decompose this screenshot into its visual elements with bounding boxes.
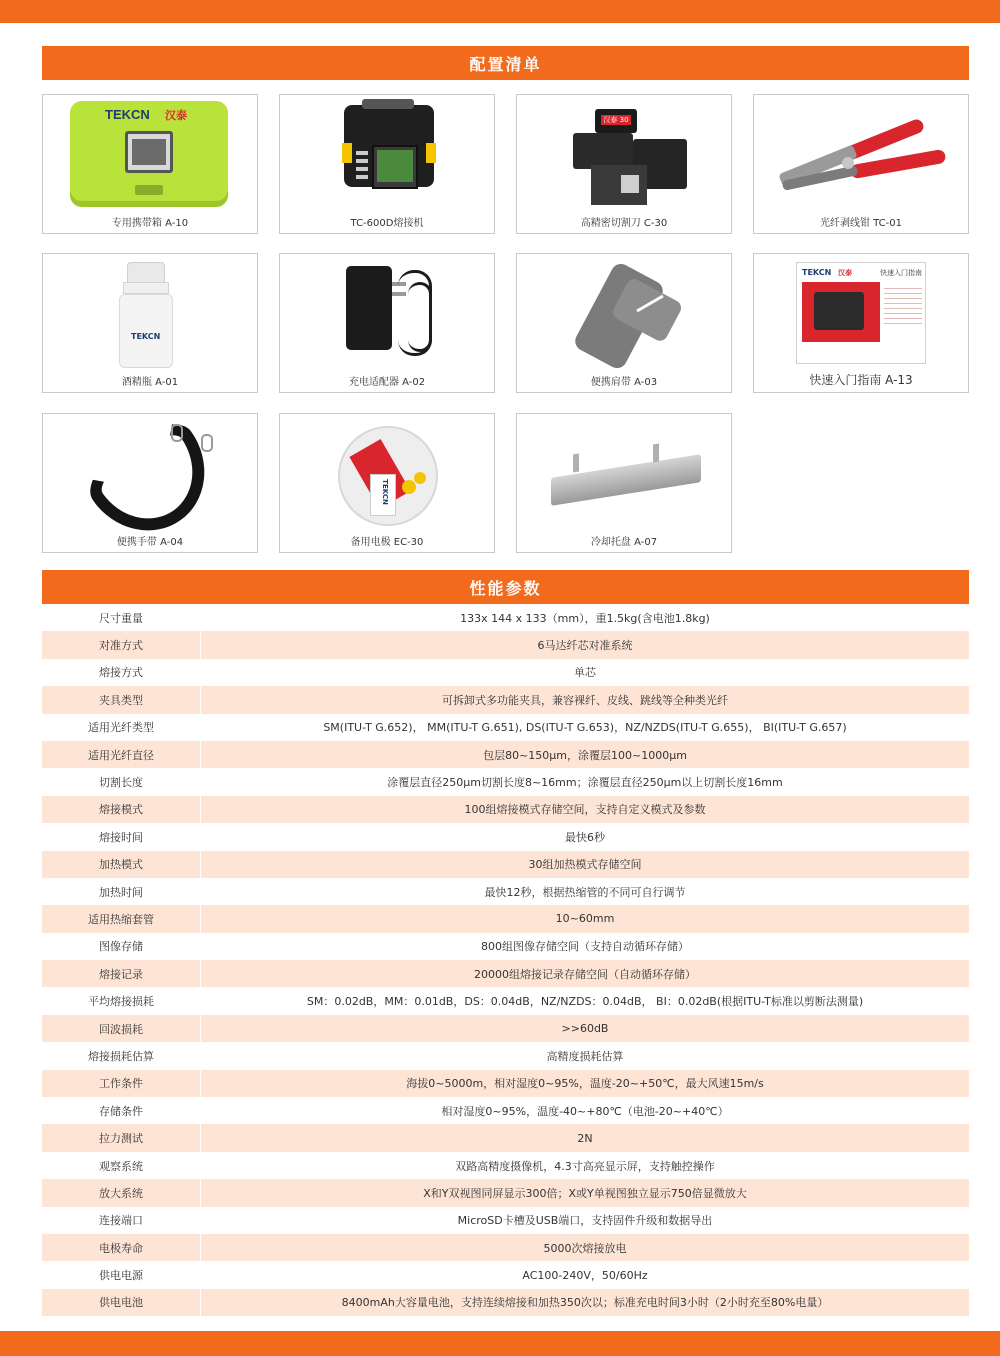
spec-value: 最快12秒，根据热缩管的不同可自行调节: [200, 878, 969, 905]
spec-row: [42, 714, 969, 741]
spec-key: 连接端口: [99, 1214, 143, 1228]
alcohol-bottle-label: 酒精瓶 A-01: [121, 377, 179, 388]
spec-value: MicroSD卡槽及USB端口，支持固件升级和数据导出: [200, 1207, 969, 1234]
spec-key: 对准方式: [99, 639, 143, 653]
fusion-splicer-image: [280, 95, 494, 213]
spec-row: [42, 631, 969, 658]
spec-value: 6马达纤芯对准系统: [200, 631, 969, 658]
spec-row: [42, 1097, 969, 1124]
spec-row: [42, 1207, 969, 1234]
spec-row: [42, 1261, 969, 1288]
spec-key: 供电电池: [99, 1296, 143, 1310]
spec-key: 存储条件: [99, 1104, 143, 1118]
spec-key: 尺寸重量: [99, 611, 143, 625]
spec-row: [42, 1070, 969, 1097]
spec-row: [42, 1234, 969, 1261]
shoulder-strap-image: [517, 254, 731, 372]
spec-row: [42, 1124, 969, 1151]
spec-value: 最快6秒: [200, 823, 969, 850]
spec-key: 拉力测试: [99, 1132, 143, 1146]
item-carry-case[interactable]: [42, 94, 258, 234]
spec-value: 10~60mm: [200, 905, 969, 932]
quick-guide-brand-cn: 汉泰: [838, 269, 852, 277]
fiber-stripper-image: [754, 95, 968, 213]
spec-key: 熔接模式: [99, 803, 143, 817]
item-fusion-splicer[interactable]: [279, 94, 495, 234]
config-items-grid: [42, 94, 970, 554]
charger-image: [280, 254, 494, 372]
spec-value: 133x 144 x 133（mm），重1.5kg(含电池1.8kg): [200, 604, 969, 631]
spec-row: [42, 604, 969, 631]
item-cleaver[interactable]: [516, 94, 732, 234]
spec-key: 熔接损耗估算: [88, 1049, 154, 1063]
charger-label: 充电适配器 A-02: [348, 377, 426, 388]
spec-value: 高精度损耗估算: [200, 1042, 969, 1069]
carry-case-image: [43, 95, 257, 213]
spec-row: [42, 1289, 969, 1316]
item-cooling-tray[interactable]: [516, 413, 732, 553]
item-hand-strap[interactable]: [42, 413, 258, 553]
shoulder-strap-label: 便携肩带 A-03: [590, 377, 658, 388]
performance-spec-table: [42, 604, 969, 1316]
spec-key: 平均熔接损耗: [88, 995, 154, 1009]
fiber-stripper-label: 光纤剥线钳 TC-01: [819, 218, 903, 229]
spec-key: 加热模式: [99, 858, 143, 872]
carry-case-brand-cn: 汉泰: [165, 109, 187, 122]
top-accent-bar: [0, 0, 1000, 23]
item-charger[interactable]: [279, 253, 495, 393]
alcohol-bottle-image: [43, 254, 257, 372]
spec-row: [42, 851, 969, 878]
spec-key: 熔接记录: [99, 967, 143, 981]
spec-value: X和Y双视图同屏显示300倍；X或Y单视图独立显示750倍显微放大: [200, 1179, 969, 1206]
spare-electrodes-label: 备用电极 EC-30: [350, 537, 424, 548]
carry-case-brand: TEKCN: [105, 107, 150, 122]
spec-value: 包层80~150μm，涂覆层100~1000μm: [200, 741, 969, 768]
quick-guide-image: [754, 254, 968, 372]
bottom-accent-bar: [0, 1331, 1000, 1356]
quick-guide-label: 快速入门指南 A-13: [809, 373, 913, 387]
spec-row: [42, 987, 969, 1014]
spec-value: AC100-240V，50/60Hz: [200, 1261, 969, 1288]
item-quick-guide[interactable]: [753, 253, 969, 393]
spec-value: 海拔0~5000m，相对湿度0~95%，温度-20~+50℃，最大风速15m/s: [200, 1070, 969, 1097]
config-list-header: 配置清单: [42, 46, 969, 80]
hand-strap-image: [43, 414, 257, 532]
spec-value: SM：0.02dB，MM：0.01dB，DS：0.04dB，NZ/NZDS：0.04dB， BI：0.02dB(根据ITU-T标准以剪断法测量): [200, 987, 969, 1014]
spec-key: 观察系统: [99, 1159, 143, 1173]
quick-guide-cover-title: 快速入门指南: [880, 269, 922, 277]
spec-value: 100组熔接模式存储空间，支持自定义模式及参数: [200, 796, 969, 823]
spec-key: 电极寿命: [99, 1241, 143, 1255]
spec-key: 加热时间: [99, 885, 143, 899]
spec-value: 5000次熔接放电: [200, 1234, 969, 1261]
spec-value: 单芯: [200, 659, 969, 686]
spec-value: 涂覆层直径250μm切割长度8~16mm；涂覆层直径250μm以上切割长度16mm: [200, 768, 969, 795]
spec-row: [42, 960, 969, 987]
carry-case-label: 专用携带箱 A-10: [111, 218, 189, 229]
spec-value: 相对湿度0~95%，温度-40~+80℃（电池-20~+40℃）: [200, 1097, 969, 1124]
spec-row: [42, 878, 969, 905]
spec-value: 20000组熔接记录存储空间（自动循环存储）: [200, 960, 969, 987]
cooling-tray-label: 冷却托盘 A-07: [590, 537, 658, 548]
spec-value: 2N: [200, 1124, 969, 1151]
spare-electrodes-brand: TEKCN: [380, 479, 389, 505]
spec-key: 供电电源: [99, 1269, 143, 1283]
spec-value: >>60dB: [200, 1015, 969, 1042]
item-fiber-stripper[interactable]: [753, 94, 969, 234]
spec-row: [42, 1152, 969, 1179]
spec-row: [42, 933, 969, 960]
spec-key: 工作条件: [99, 1077, 143, 1091]
quick-guide-brand: TEKCN: [802, 268, 832, 277]
spec-key: 适用光纤直径: [88, 748, 154, 762]
fusion-splicer-label: TC-600D熔接机: [350, 218, 424, 229]
item-shoulder-strap[interactable]: [516, 253, 732, 393]
spec-row: [42, 905, 969, 932]
spec-value: 可拆卸式多功能夹具，兼容裸纤、皮线、跳线等全种类光纤: [200, 686, 969, 713]
spec-key: 图像存储: [99, 940, 143, 954]
cleaver-label: 高精密切割刀 C-30: [580, 218, 668, 229]
spec-key: 切割长度: [99, 776, 143, 790]
item-alcohol-bottle[interactable]: [42, 253, 258, 393]
spec-key: 适用热缩套管: [88, 912, 154, 926]
spec-row: [42, 1042, 969, 1069]
spec-row: [42, 823, 969, 850]
spec-value: SM(ITU-T G.652)， MM(ITU-T G.651), DS(ITU-T G.653)，NZ/NZDS(ITU-T G.655)， BI(ITU-T G.657): [200, 714, 969, 741]
spec-key: 适用光纤类型: [88, 721, 154, 735]
spec-key: 夹具类型: [99, 693, 143, 707]
spec-row: [42, 686, 969, 713]
spec-row: [42, 741, 969, 768]
cleaver-image: [517, 95, 731, 213]
spec-value: 双路高精度摄像机，4.3寸高亮显示屏，支持触控操作: [200, 1152, 969, 1179]
spec-value: 8400mAh大容量电池，支持连续熔接和加热350次以；标准充电时间3小时（2小时充至80%电量）: [200, 1289, 969, 1316]
alcohol-bottle-brand: TEKCN: [131, 332, 161, 341]
spec-key: 放大系统: [99, 1186, 143, 1200]
performance-params-header: 性能参数: [42, 570, 969, 604]
spec-key: 回波损耗: [99, 1022, 143, 1036]
cleaver-label-text: 汉泰 30: [601, 115, 631, 125]
spec-key: 熔接时间: [99, 830, 143, 844]
spec-row: [42, 796, 969, 823]
item-spare-electrodes[interactable]: [279, 413, 495, 553]
spec-key: 熔接方式: [99, 666, 143, 680]
spec-value: 800组图像存储空间（支持自动循环存储）: [200, 933, 969, 960]
spec-row: [42, 659, 969, 686]
spec-row: [42, 1015, 969, 1042]
hand-strap-label: 便携手带 A-04: [116, 537, 184, 548]
spec-row: [42, 1179, 969, 1206]
spec-row: [42, 768, 969, 795]
spare-electrodes-image: [280, 414, 494, 532]
spec-value: 30组加热模式存储空间: [200, 851, 969, 878]
cooling-tray-image: [517, 414, 731, 532]
